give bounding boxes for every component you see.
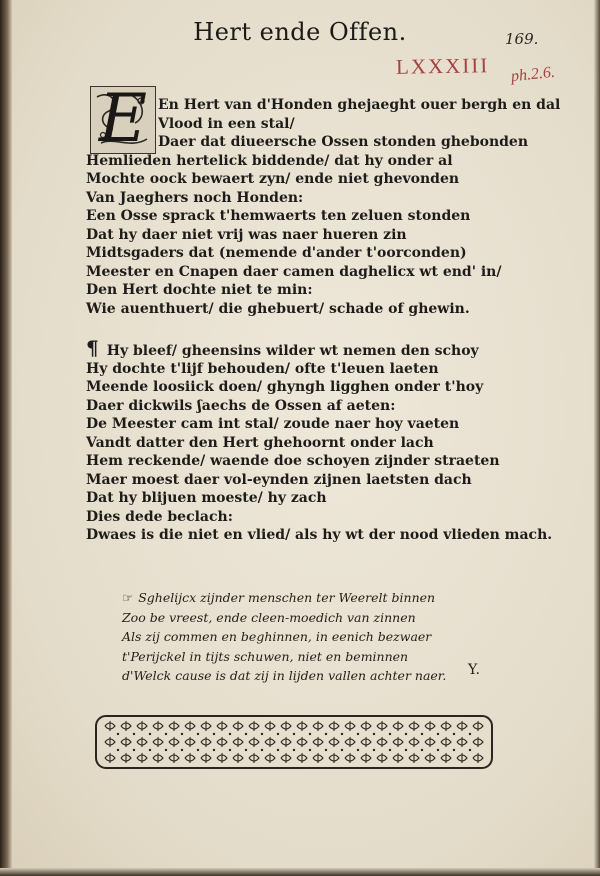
- ornament-motif: [473, 721, 483, 731]
- verse-line: Vlood in een stal/: [158, 115, 295, 132]
- ornament-motif: [297, 721, 307, 731]
- ornament-dot: [245, 749, 247, 751]
- ornament-motif: [377, 753, 387, 763]
- ornament-motif: [393, 721, 403, 731]
- ornament-motif: [393, 753, 403, 763]
- ornament-motif: [281, 721, 291, 731]
- ornament-dot: [197, 749, 199, 751]
- verse-line: En Hert van d'Honden ghejaeght ouer bergh en dal: [158, 97, 561, 113]
- ornament-motif: [409, 753, 419, 763]
- verse-line: Dat hy blijuen moeste/ hy zach: [86, 490, 327, 506]
- verse-line: Dies dede beclach:: [86, 508, 233, 525]
- ornament-dot: [117, 733, 119, 735]
- page-title: Hert ende Offen.: [193, 18, 407, 46]
- ornament-motif: [249, 737, 259, 747]
- ornament-motif: [153, 737, 163, 747]
- ornament-motif: [153, 753, 163, 763]
- verse-line: Mochte oock bewaert zyn/ ende niet ghevonden: [86, 171, 460, 187]
- ornament-dot: [341, 749, 343, 751]
- ornament-motif: [425, 753, 435, 763]
- verse-line: Van Jaeghers noch Honden:: [86, 189, 304, 206]
- ornament-motif: [377, 737, 387, 747]
- ornament-dot: [149, 749, 151, 751]
- ornament-motif: [201, 753, 211, 763]
- ornament-motif: [185, 721, 195, 731]
- ornament-dot: [213, 733, 215, 735]
- ornament-dot: [229, 733, 231, 735]
- ornament-dot: [245, 733, 247, 735]
- ornament-motif: [265, 737, 275, 747]
- ornament-motif: [105, 721, 115, 731]
- ornament-dot: [437, 733, 439, 735]
- ornament-motif: [185, 737, 195, 747]
- ornament-dot: [309, 733, 311, 735]
- ornament-motif: [425, 721, 435, 731]
- page-edge-right: [594, 0, 600, 876]
- ornament-motif: [297, 737, 307, 747]
- ornament-dot: [325, 733, 327, 735]
- ornament-motif: [233, 737, 243, 747]
- verse-line: Hem reckende/ waende doe schoyen zijnder straeten: [86, 453, 500, 469]
- moral-line: Als zij commen en beghinnen, in eenich bezwaer: [122, 629, 432, 644]
- pointing-hand-icon: ☞: [122, 590, 134, 605]
- ornament-motif: [457, 753, 467, 763]
- ornament-dot: [357, 733, 359, 735]
- ornament-dot: [261, 733, 263, 735]
- verse-stanza-2: [86, 336, 553, 545]
- ornament-dot: [405, 733, 407, 735]
- handwritten-fable-number: LXXXIII: [395, 53, 490, 79]
- ornament-motif: [233, 721, 243, 731]
- pilcrow-icon: ¶: [86, 336, 99, 360]
- moral-line: Zoo be vreest, ende cleen-moedich van zinnen: [122, 609, 416, 625]
- ornament-motif: [201, 721, 211, 731]
- ornament-motif: [121, 721, 131, 731]
- verse-stanza-1: [86, 96, 561, 318]
- page-number: 169.: [505, 30, 539, 48]
- verse-line: Dat hy daer niet vrij was naer hueren zin: [86, 226, 407, 243]
- ornament-motif: [425, 737, 435, 747]
- ornament-motif: [345, 737, 355, 747]
- handwritten-reference: ph.2.6.: [510, 63, 556, 86]
- verse-line: De Meester cam int stal/ zoude naer hoy vaeten: [86, 416, 460, 432]
- verse-line: Dwaes is die niet en vlied/ als hy wt der nood vlieden mach.: [86, 527, 553, 543]
- ornament-motif: [457, 721, 467, 731]
- ornament-motif: [313, 737, 323, 747]
- ornament-dot: [277, 733, 279, 735]
- ornament-motif: [265, 753, 275, 763]
- verse-line: Vandt datter den Hert ghehoornt onder lach: [86, 434, 434, 451]
- verse-line-text: Hy bleef/ gheensins wilder wt nemen den schoy: [106, 343, 479, 359]
- ornament-motif: [121, 737, 131, 747]
- ornament-motif: [217, 721, 227, 731]
- ornament-motif: [409, 737, 419, 747]
- ornament-dot: [373, 749, 375, 751]
- ornament-motif: [345, 721, 355, 731]
- verse-line: Wie auenthuert/ die ghebuert/ schade of ghewin.: [86, 300, 470, 317]
- ornament-motif: [441, 721, 451, 731]
- verse-line: Hy dochte t'lijf behouden/ ofte t'leuen laeten: [86, 360, 439, 377]
- ornament-dot: [453, 733, 455, 735]
- verse-line: Meester en Cnapen daer camen daghelicx wt end' in/: [86, 263, 502, 280]
- ornament-dot: [421, 733, 423, 735]
- ornament-motif: [249, 753, 259, 763]
- moral-stanza: [122, 588, 462, 686]
- ornament-dot: [469, 733, 471, 735]
- ornament-motif: [121, 753, 131, 763]
- ornament-motif: [377, 721, 387, 731]
- ornament-motif: [457, 737, 467, 747]
- floral-ornament-band: [88, 710, 500, 774]
- ornament-motif: [201, 737, 211, 747]
- ornament-motif: [233, 753, 243, 763]
- ornament-motif: [217, 737, 227, 747]
- ornament-pattern: [105, 721, 483, 763]
- ornament-dot: [325, 749, 327, 751]
- ornament-motif: [441, 753, 451, 763]
- ornament-motif: [105, 737, 115, 747]
- verse-line: Een Osse sprack t'hemwaerts ten zeluen stonden: [86, 208, 471, 224]
- verse-line: Daer dickwils ʃaechs de Ossen af aeten:: [86, 397, 396, 414]
- ornament-motif: [105, 753, 115, 763]
- ornament-motif: [329, 737, 339, 747]
- ornament-motif: [281, 753, 291, 763]
- ornament-motif: [441, 737, 451, 747]
- ornament-dot: [405, 749, 407, 751]
- ornament-motif: [281, 737, 291, 747]
- ornament-dot: [261, 749, 263, 751]
- ornament-motif: [185, 753, 195, 763]
- ornament-dot: [389, 733, 391, 735]
- ornament-motif: [473, 753, 483, 763]
- ornament-dot: [389, 749, 391, 751]
- ornament-motif: [361, 737, 371, 747]
- ornament-dot: [421, 749, 423, 751]
- ornament-motif: [345, 753, 355, 763]
- ornament-dot: [133, 733, 135, 735]
- ornament-dot: [133, 749, 135, 751]
- ornament-dot: [229, 749, 231, 751]
- moral-line: d'Welck cause is dat zij in lijden vallen achter naer.: [122, 668, 447, 683]
- ornament-motif: [137, 737, 147, 747]
- ornament-dot: [293, 733, 295, 735]
- ornament-dot: [373, 733, 375, 735]
- ornament-motif: [265, 721, 275, 731]
- ornament-motif: [137, 721, 147, 731]
- verse-line: Maer moest daer vol-eynden zijnen laetsten dach: [86, 471, 472, 488]
- ornament-dot: [309, 749, 311, 751]
- ornament-dot: [357, 749, 359, 751]
- ornament-motif: [393, 737, 403, 747]
- initial-letter: E: [98, 80, 148, 157]
- ornament-dot: [453, 749, 455, 751]
- ornament-dot: [165, 749, 167, 751]
- ornament-dot: [469, 749, 471, 751]
- signature-mark: Y.: [468, 662, 480, 678]
- ornament-motif: [169, 753, 179, 763]
- ornament-motif: [169, 721, 179, 731]
- ornament-motif: [329, 753, 339, 763]
- ornament-dot: [213, 749, 215, 751]
- ornament-dot: [277, 749, 279, 751]
- ornament-motif: [409, 721, 419, 731]
- verse-line: Midtsgaders dat (nemende d'ander t'oorconden): [86, 245, 467, 261]
- ornament-motif: [361, 753, 371, 763]
- ornament-motif: [153, 721, 163, 731]
- ornament-motif: [217, 753, 227, 763]
- ornament-dot: [197, 733, 199, 735]
- ornament-motif: [169, 737, 179, 747]
- verse-line: Den Hert dochte niet te min:: [86, 282, 313, 298]
- ornament-motif: [473, 737, 483, 747]
- moral-line-text: Sghelijcx zijnder menschen ter Weerelt binnen: [138, 590, 436, 605]
- verse-line-first: [86, 336, 526, 360]
- ornament-dot: [165, 733, 167, 735]
- ornament-dot: [293, 749, 295, 751]
- ornament-dot: [117, 749, 119, 751]
- ornament-motif: [361, 721, 371, 731]
- ornament-dot: [149, 733, 151, 735]
- page-gutter-shadow: [0, 0, 12, 876]
- verse-line: Daer dat diueersche Ossen stonden ghebonden: [158, 134, 529, 150]
- moral-line: t'Perijckel in tijts schuwen, niet en beminnen: [122, 648, 409, 664]
- ornament-motif: [313, 753, 323, 763]
- page-edge-bottom: [0, 868, 600, 876]
- verse-line: Hemlieden hertelick biddende/ dat hy onder al: [86, 152, 453, 169]
- ornament-dot: [181, 733, 183, 735]
- ornament-dot: [437, 749, 439, 751]
- ornament-motif: [249, 721, 259, 731]
- ornament-motif: [313, 721, 323, 731]
- ornament-motif: [297, 753, 307, 763]
- ornament-dot: [341, 733, 343, 735]
- ornament-dot: [181, 749, 183, 751]
- ornament-motif: [329, 721, 339, 731]
- moral-line-first: [122, 588, 462, 608]
- ornament-motif: [137, 753, 147, 763]
- verse-line: Meende loosiick doen/ ghyngh ligghen onder t'hoy: [86, 379, 484, 395]
